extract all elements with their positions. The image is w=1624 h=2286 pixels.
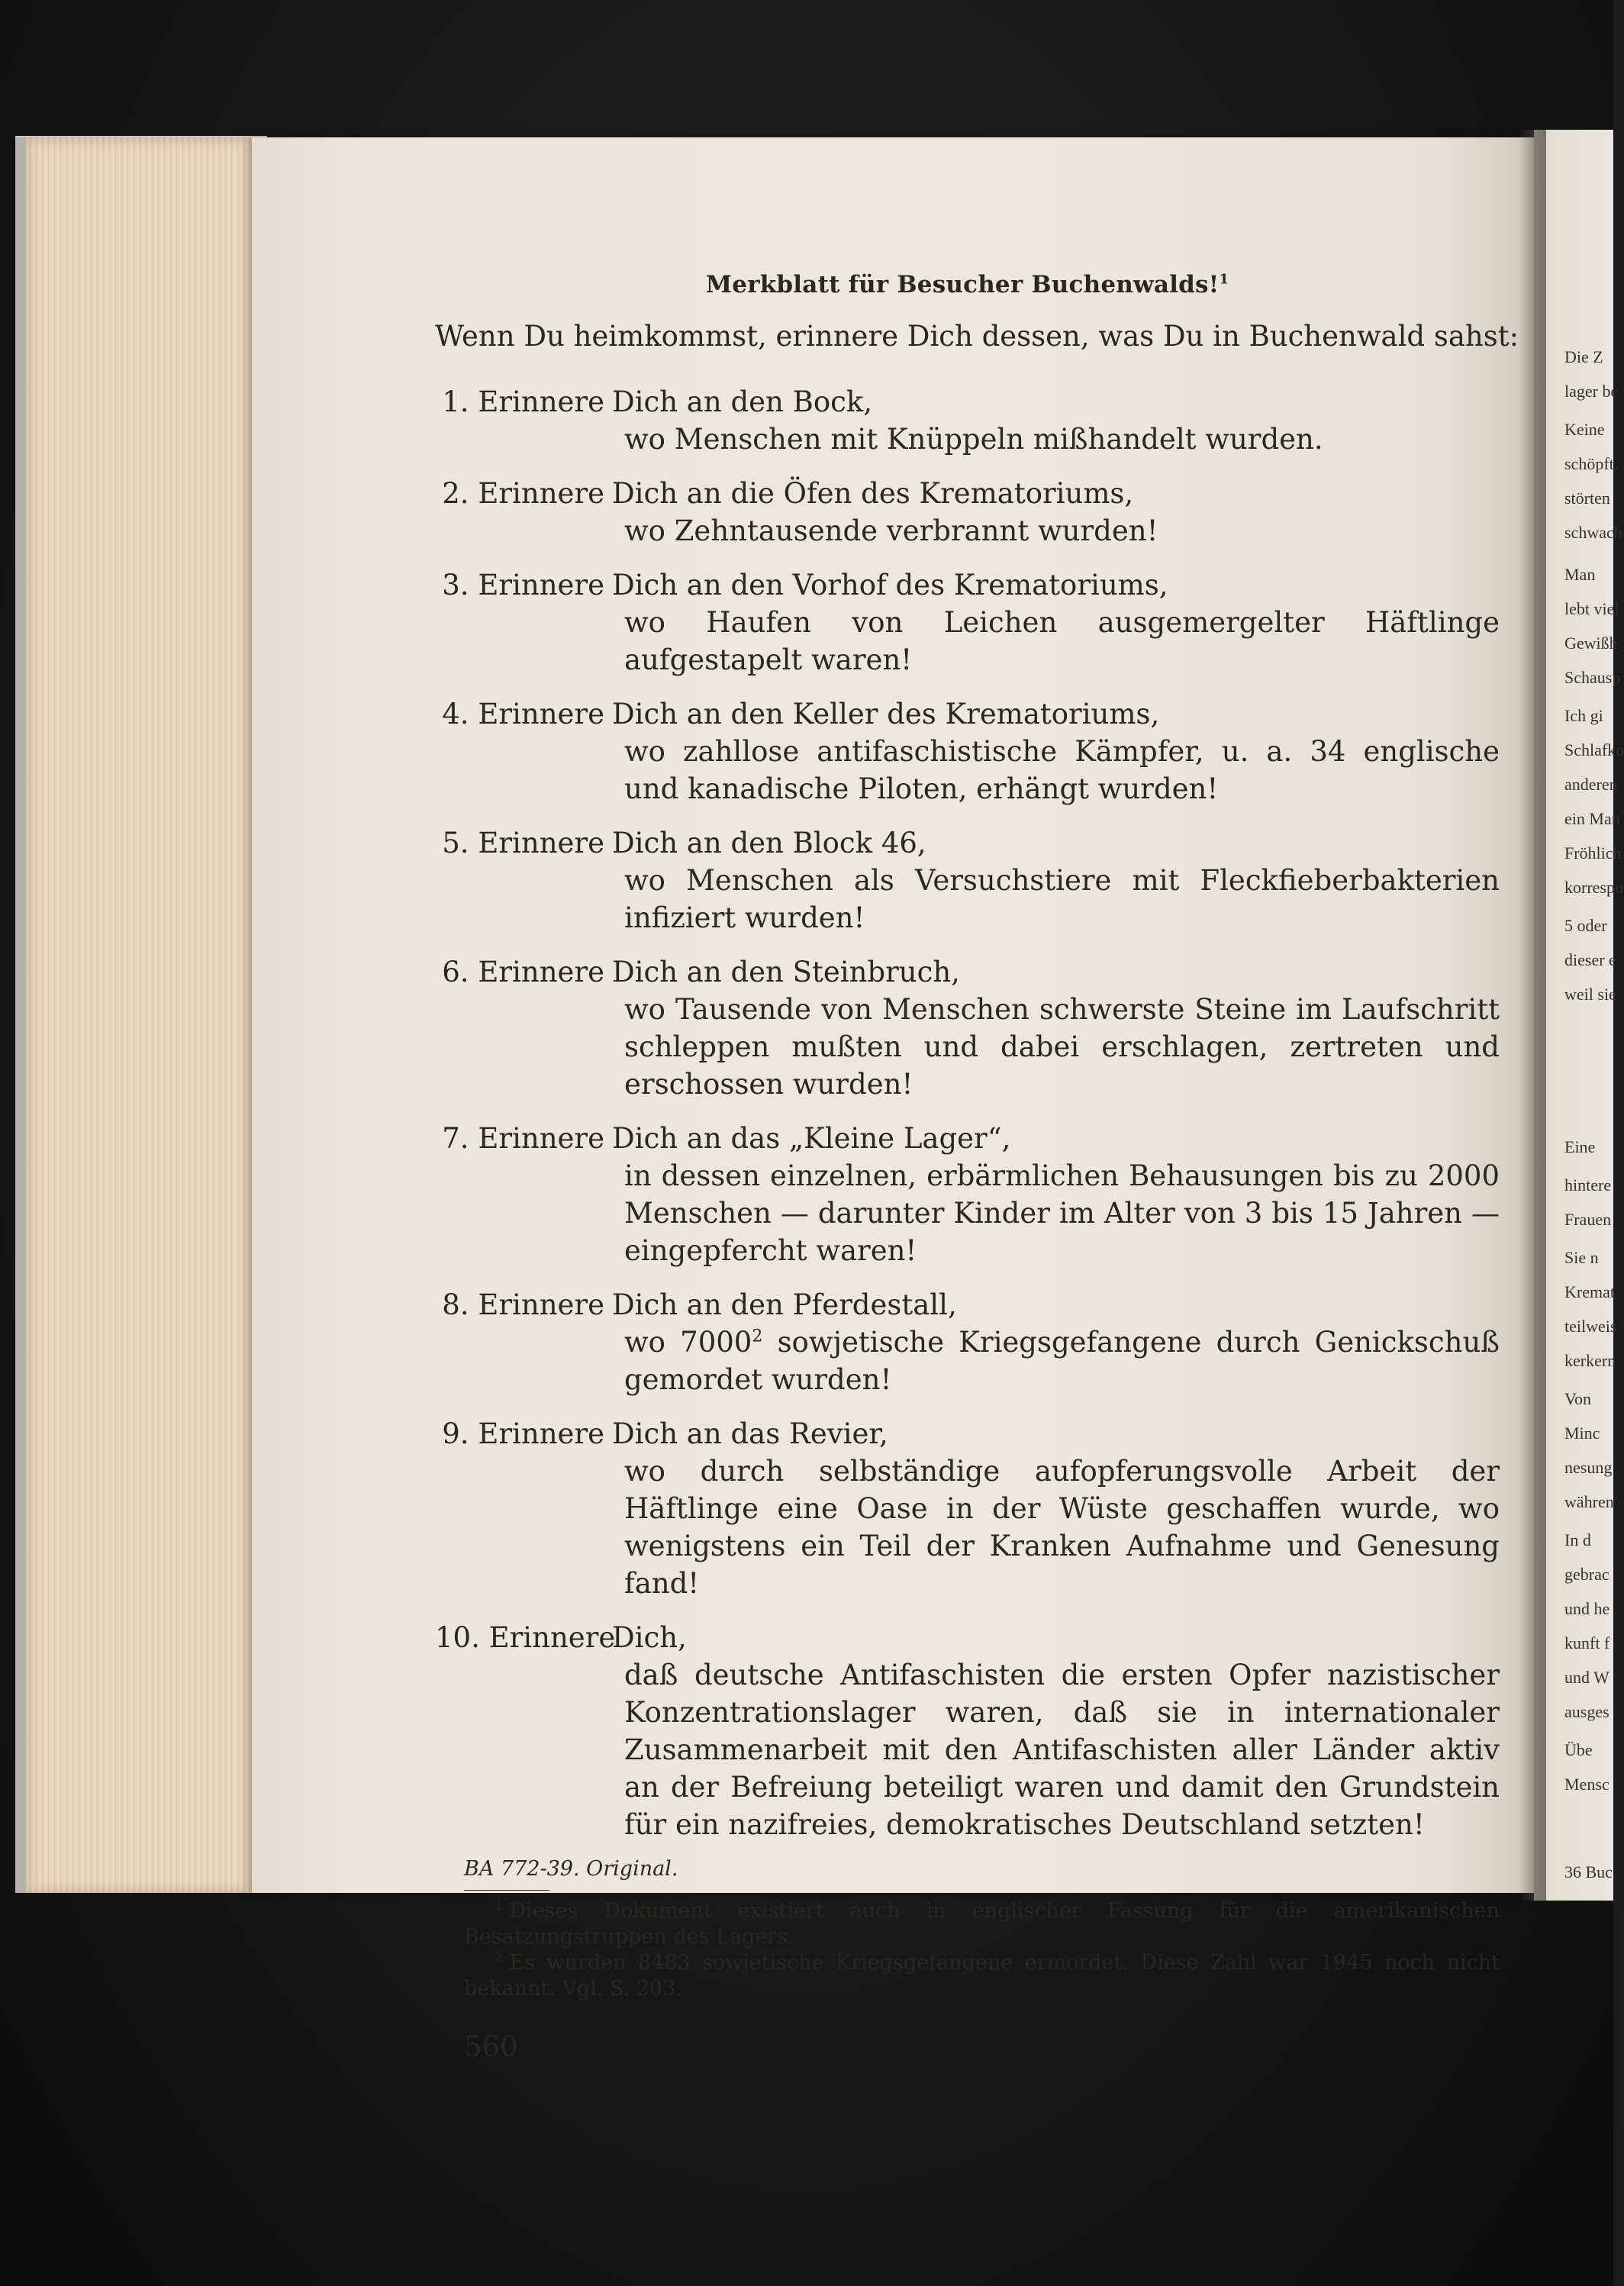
list-item xyxy=(435,1120,1500,1269)
item-label: 3. Erinnere xyxy=(442,569,604,601)
facing-page-line: Von xyxy=(1564,1389,1592,1408)
facing-page-line: Mensc xyxy=(1564,1775,1610,1794)
item-text: wo Haufen von Leichen ausgemergelter Häftlinge aufgestapelt waren! xyxy=(624,606,1500,676)
list-item xyxy=(435,566,1500,679)
facing-page-line: korrespo xyxy=(1564,878,1623,897)
facing-page-line: gebrac xyxy=(1564,1565,1610,1584)
item-head: Dich an den Pferdestall, xyxy=(612,1288,957,1321)
facing-page-line: lebt viel xyxy=(1564,599,1619,618)
facing-page-line: Gewißh xyxy=(1564,634,1618,653)
list-item xyxy=(435,1415,1500,1602)
list-item xyxy=(435,824,1500,937)
item-text: wo zahllose antifaschistische Kämpfer, u. a. 34 englische und kanadische Piloten, erhängt wurden! xyxy=(624,735,1500,805)
remember-list xyxy=(435,383,1500,1843)
item-head: Dich an die Öfen des Krematoriums, xyxy=(612,477,1134,510)
item-label: 7. Erinnere xyxy=(442,1122,604,1155)
title-footnote-marker: 1 xyxy=(1219,271,1229,288)
page-content xyxy=(435,271,1519,2002)
item-head: Dich an das „Kleine Lager“, xyxy=(612,1122,1011,1155)
item-head: Dich an den Block 46, xyxy=(612,827,926,859)
page-number: 560 xyxy=(464,2030,518,2063)
source-reference: BA 772-39. Original. xyxy=(464,1857,678,1881)
item-label: 5. Erinnere xyxy=(442,827,604,859)
item-text: wo Menschen als Versuchstiere mit Fleckfieberbakterien infiziert wurden! xyxy=(624,864,1500,934)
facing-page-line: ein Man xyxy=(1564,809,1620,828)
book-fore-edge xyxy=(15,137,278,1893)
item-label: 2. Erinnere xyxy=(442,477,604,510)
footnote-2: $^2$ Es wurden 8483 sowjetische Kriegsgefangene ermordet. Diese Zahl war 1945 noch nicht bekannt. Vgl. S. 203. xyxy=(464,1949,1500,2001)
facing-page-line: Sie n xyxy=(1564,1248,1599,1267)
facing-page-line: schwach xyxy=(1564,523,1622,542)
item-label: 8. Erinnere xyxy=(442,1288,604,1321)
facing-page-line: kunft f xyxy=(1564,1633,1610,1652)
facing-page-line: weil sie xyxy=(1564,985,1616,1004)
facing-page-line: Die Z xyxy=(1564,347,1603,366)
list-item xyxy=(435,1286,1500,1398)
facing-page-line: Schausp xyxy=(1564,668,1621,687)
intro-line: Wenn Du heimkommst, erinnere Dich dessen, was Du in Buchenwald sahst: xyxy=(435,320,1519,353)
facing-page-line: und he xyxy=(1564,1599,1610,1618)
item-label: 4. Erinnere xyxy=(442,698,604,730)
item-label: 10. Erinnere xyxy=(435,1621,616,1654)
facing-page-line: Übe xyxy=(1564,1740,1593,1759)
facing-page-line: Ich gi xyxy=(1564,706,1603,725)
facing-page-line: Fröhlich xyxy=(1564,843,1622,862)
footnote-rule xyxy=(464,1890,549,1891)
facing-page-line: dieser e xyxy=(1564,950,1616,969)
facing-page-line: Kremat xyxy=(1564,1282,1615,1301)
facing-page-line: Keine xyxy=(1564,420,1605,439)
list-item xyxy=(435,383,1500,458)
document-title: Merkblatt für Besucher Buchenwalds!$^1$ xyxy=(705,271,1229,298)
facing-page-line: ausges xyxy=(1564,1702,1610,1721)
facing-page-line: Schlafko xyxy=(1564,740,1624,759)
item-head: Dich an das Revier, xyxy=(612,1417,888,1450)
facing-page-line: 36 Buc xyxy=(1564,1862,1613,1881)
item-label: 1. Erinnere xyxy=(442,385,604,418)
item-text: in dessen einzelnen, erbärmlichen Behausungen bis zu 2000 Menschen — darunter Kinder im Alter von 3 bis 15 Jahren — eingepfercht waren! xyxy=(624,1159,1500,1267)
item-text: wo durch selbständige aufopferungsvolle Arbeit der Häftlinge eine Oase in der Wüste geschaffen wurde, wo wenigstens ein Teil der Kranken Aufnahme und Genesung fand! xyxy=(624,1455,1500,1600)
facing-page-line: währen xyxy=(1564,1492,1614,1511)
item-head: Dich an den Vorhof des Krematoriums, xyxy=(612,569,1168,601)
item-text: daß deutsche Antifaschisten die ersten Opfer nazistischer Konzentrationslager waren, daß sie in internationaler Zusammenarbeit mit den Antifaschisten aller Länder aktiv an der Befreiung beteiligt waren und damit den Grundstein für ein nazifreies, demokratisches Deutschland setzten! xyxy=(624,1659,1500,1841)
item-label: 6. Erinnere xyxy=(442,956,604,988)
facing-page-line: teilweis xyxy=(1564,1317,1617,1336)
facing-page-line: Eine xyxy=(1564,1137,1596,1156)
facing-page-line: nesung xyxy=(1564,1458,1613,1477)
book-gutter xyxy=(1519,130,1546,1901)
item-head: Dich, xyxy=(612,1621,687,1654)
item-head: Dich an den Bock, xyxy=(612,385,873,418)
facing-page-line: schöpft, xyxy=(1564,454,1619,473)
facing-page-line: Minc xyxy=(1564,1424,1600,1443)
list-item xyxy=(435,695,1500,808)
facing-page-line: und W xyxy=(1564,1668,1610,1687)
footnote-1: $^1$ Dieses Dokument existiert auch in englischer Fassung für die amerikanischen Besatzungstruppen des Lagers. xyxy=(464,1897,1500,1949)
item-head: Dich an den Keller des Krematoriums, xyxy=(612,698,1160,730)
facing-page-line: Frauen xyxy=(1564,1210,1612,1229)
facing-page-line: anderen xyxy=(1564,775,1618,794)
facing-page-line: störten xyxy=(1564,488,1610,508)
facing-page-line: Man xyxy=(1564,565,1596,584)
item-text: wo Tausende von Menschen schwerste Steine im Laufschritt schleppen mußten und dabei erschlagen, zertreten und erschossen wurden! xyxy=(624,993,1500,1101)
item-label: 9. Erinnere xyxy=(442,1417,604,1450)
facing-page-line: kerkern xyxy=(1564,1351,1616,1370)
list-item xyxy=(435,475,1500,550)
item-text: wo 7000$^2$ sowjetische Kriegsgefangene durch Genickschuß gemordet wurden! xyxy=(624,1326,1500,1396)
footnote-marker: 2 xyxy=(752,1327,763,1346)
facing-page-line: lager be xyxy=(1564,382,1619,401)
list-item xyxy=(435,953,1500,1103)
item-head: Dich an den Steinbruch, xyxy=(612,956,960,988)
list-item xyxy=(435,1619,1500,1843)
facing-page-line: In d xyxy=(1564,1530,1591,1549)
item-text: wo Zehntausende verbrannt wurden! xyxy=(624,514,1158,547)
facing-page-line: hintere xyxy=(1564,1175,1612,1195)
item-text: wo Menschen mit Knüppeln mißhandelt wurden. xyxy=(624,423,1323,456)
facing-page-line: 5 oder xyxy=(1564,916,1607,935)
